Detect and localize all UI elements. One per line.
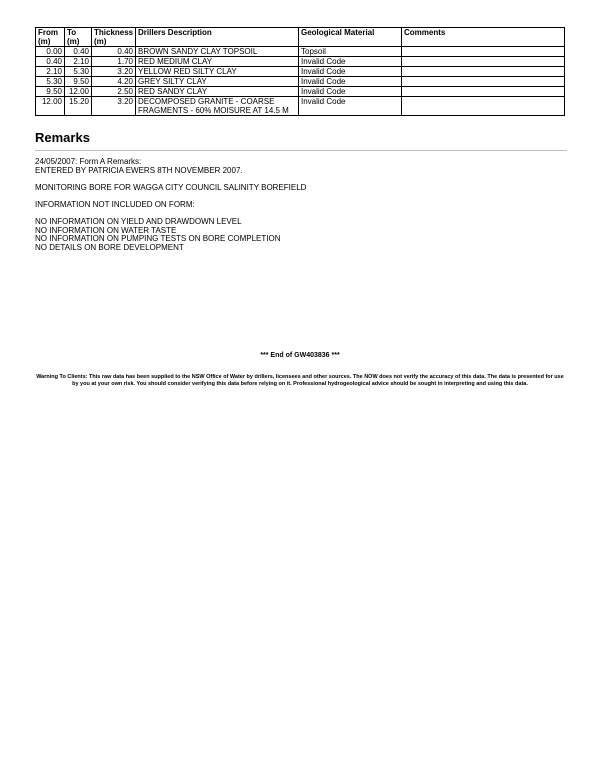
cell-from: 2.10 <box>36 67 65 77</box>
drillers-log-table <box>35 27 565 116</box>
cell-from: 5.30 <box>36 77 65 87</box>
cell-thickness: 2.50 <box>92 87 136 97</box>
table-body <box>36 47 565 116</box>
cell-comments <box>402 47 565 57</box>
cell-from: 0.00 <box>36 47 65 57</box>
header-to: To (m) <box>65 28 92 47</box>
cell-from: 9.50 <box>36 87 65 97</box>
cell-to: 5.30 <box>65 67 92 77</box>
cell-from: 0.40 <box>36 57 65 67</box>
cell-to: 15.20 <box>65 97 92 116</box>
cell-comments <box>402 57 565 67</box>
header-material: Geological Material <box>299 28 402 47</box>
remarks-line: NO INFORMATION ON WATER TASTE <box>35 225 177 235</box>
cell-comments <box>402 77 565 87</box>
warning-to-clients: Warning To Clients: This raw data has been supplied to the NSW Office of Water by drillers, licensees and other sources. The NOW does not verify the accuracy of this data. The data is presented for use by you at your own risk. You should consider verifying this data before relying on it. Professional hydrogeological advice should be sought in interpreting and using this data. <box>36 374 564 387</box>
remarks-line: INFORMATION NOT INCLUDED ON FORM: <box>35 199 195 209</box>
cell-comments <box>402 67 565 77</box>
remarks-line: ENTERED BY PATRICIA EWERS 8TH NOVEMBER 2007. <box>35 165 243 175</box>
cell-comments <box>402 87 565 97</box>
cell-description: DECOMPOSED GRANITE - COARSE FRAGMENTS - 60% MOISURE AT 14.5 M <box>136 97 299 116</box>
table-row <box>36 67 565 77</box>
cell-thickness: 1.70 <box>92 57 136 67</box>
cell-comments <box>402 97 565 116</box>
remarks-line: MONITORING BORE FOR WAGGA CITY COUNCIL SALINITY BOREFIELD <box>35 182 307 192</box>
cell-to: 9.50 <box>65 77 92 87</box>
cell-material: Invalid Code <box>299 87 402 97</box>
table-row <box>36 87 565 97</box>
cell-to: 12.00 <box>65 87 92 97</box>
cell-material: Topsoil <box>299 47 402 57</box>
cell-thickness: 3.20 <box>92 67 136 77</box>
table-header <box>36 28 565 47</box>
cell-to: 0.40 <box>65 47 92 57</box>
table-row <box>36 77 565 87</box>
end-of-record-marker: *** End of GW403836 *** <box>260 352 340 359</box>
remarks-body <box>35 158 565 253</box>
cell-description: GREY SILTY CLAY <box>136 77 299 87</box>
cell-description: BROWN SANDY CLAY TOPSOIL <box>136 47 299 57</box>
header-thickness: Thickness (m) <box>92 28 136 47</box>
cell-material: Invalid Code <box>299 97 402 116</box>
header-comments: Comments <box>402 28 565 47</box>
table-row <box>36 57 565 67</box>
cell-material: Invalid Code <box>299 67 402 77</box>
header-description: Drillers Description <box>136 28 299 47</box>
cell-description: YELLOW RED SILTY CLAY <box>136 67 299 77</box>
cell-material: Invalid Code <box>299 77 402 87</box>
cell-description: RED MEDIUM CLAY <box>136 57 299 67</box>
cell-to: 2.10 <box>65 57 92 67</box>
table-row <box>36 97 565 116</box>
remarks-line: 24/05/2007: Form A Remarks: <box>35 157 142 166</box>
remarks-divider <box>35 150 567 151</box>
table-row <box>36 47 565 57</box>
remarks-line: NO INFORMATION ON PUMPING TESTS ON BORE COMPLETION <box>35 234 281 244</box>
cell-thickness: 4.20 <box>92 77 136 87</box>
cell-thickness: 3.20 <box>92 97 136 116</box>
remarks-line: NO DETAILS ON BORE DEVELOPMENT <box>35 242 184 252</box>
remarks-heading: Remarks <box>35 130 90 145</box>
remarks-line: NO INFORMATION ON YIELD AND DRAWDOWN LEVEL <box>35 217 242 227</box>
header-from: From (m) <box>36 28 65 47</box>
header-row <box>36 28 565 47</box>
cell-material: Invalid Code <box>299 57 402 67</box>
cell-description: RED SANDY CLAY <box>136 87 299 97</box>
cell-from: 12.00 <box>36 97 65 116</box>
cell-thickness: 0.40 <box>92 47 136 57</box>
